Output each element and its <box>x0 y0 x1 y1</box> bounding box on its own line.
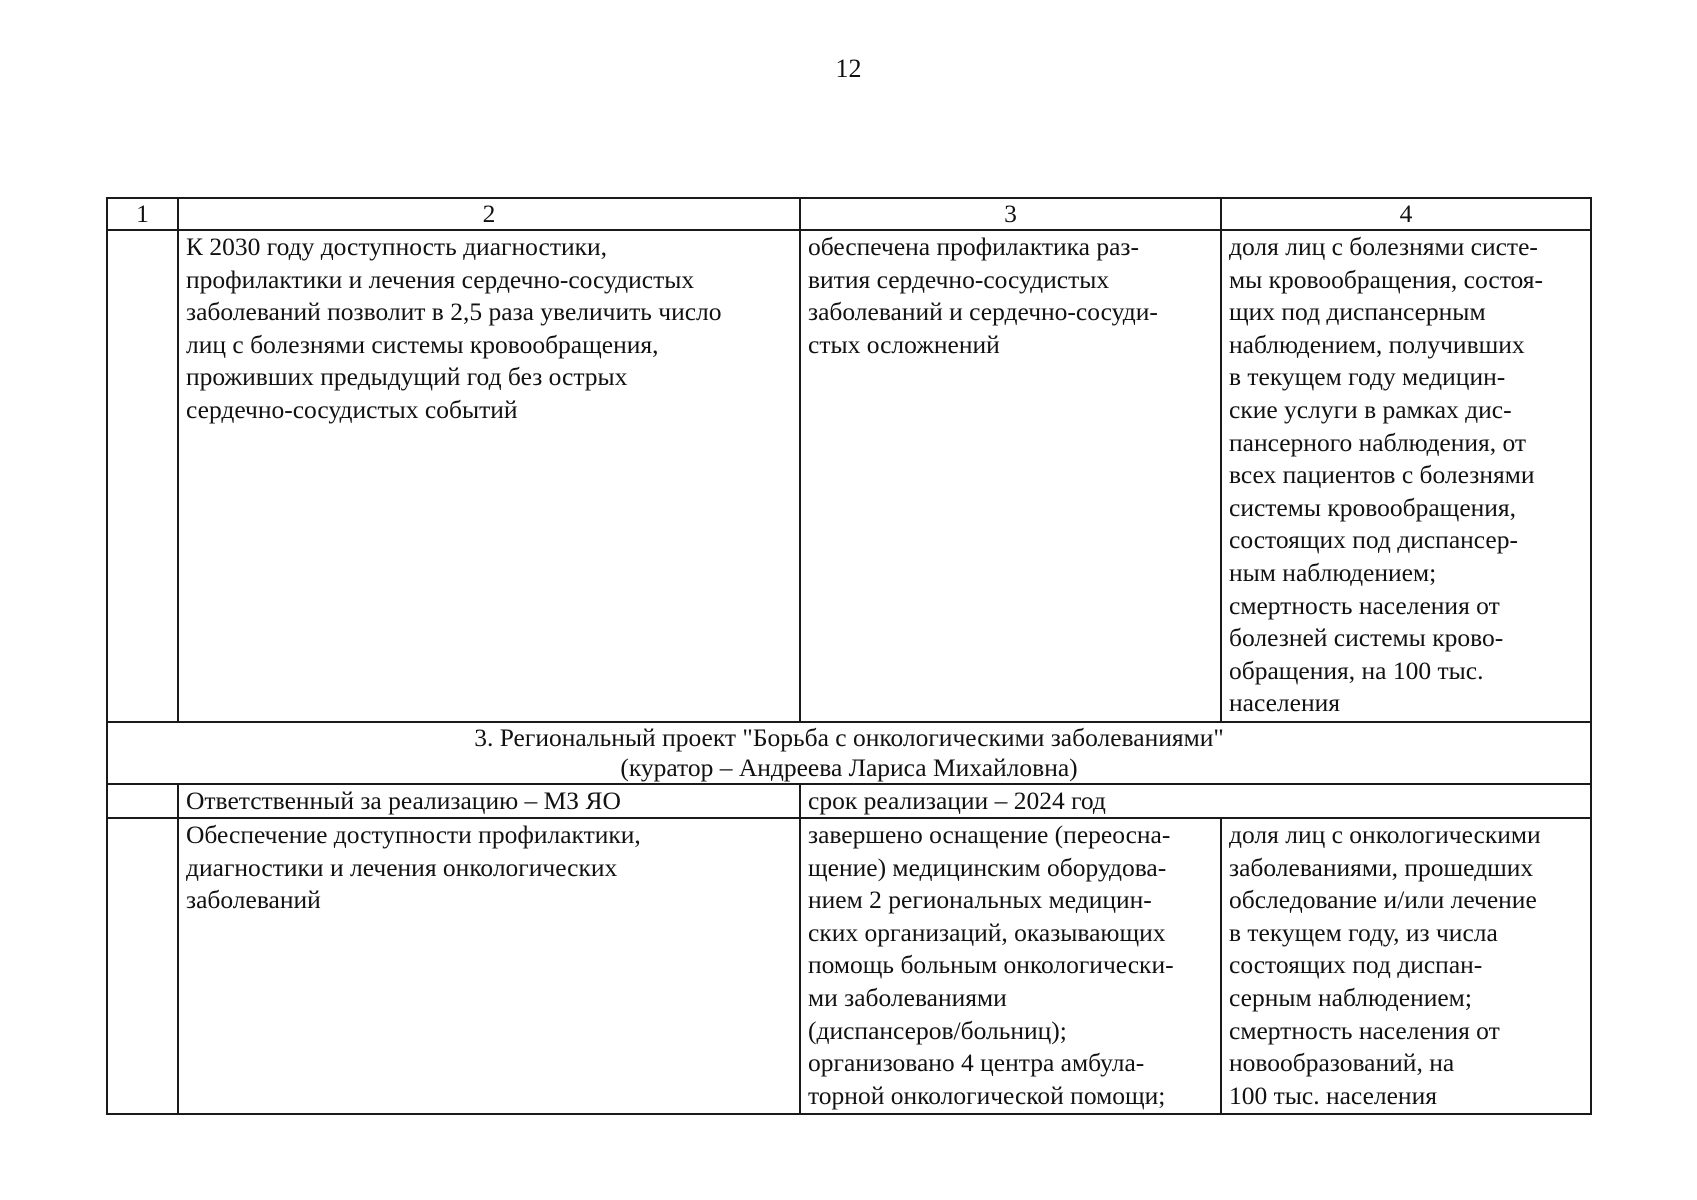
table-row-onco <box>107 818 1591 1114</box>
column-header-4: 4 <box>1221 198 1591 230</box>
section-title: 3. Региональный проект "Борьба с онкологическими заболеваниями" (куратор – Андреева Лариса Михайловна) <box>107 722 1591 784</box>
table-row-cardio <box>107 230 1591 722</box>
responsible-row <box>107 784 1591 818</box>
term-cell: срок реализации – 2024 год <box>800 784 1591 818</box>
goal-cell: Обеспечение доступности профилактики, диагностики и лечения онкологических заболеваний <box>178 818 800 1114</box>
responsible-cell: Ответственный за реализацию – МЗ ЯО <box>178 784 800 818</box>
result-cell: обеспечена профилактика раз- вития сердечно-сосудистых заболеваний и сердечно-сосуди- стых осложнений <box>800 230 1221 722</box>
section-heading-row <box>107 722 1591 784</box>
column-header-3: 3 <box>800 198 1221 230</box>
goal-cell: К 2030 году доступность диагностики, профилактики и лечения сердечно-сосудистых заболеваний позволит в 2,5 раза увеличить число лиц с болезнями системы кровообращения, проживших предыдущий год без острых сердечно-сосудистых событий <box>178 230 800 722</box>
row-number-cell <box>107 818 178 1114</box>
indicator-cell: доля лиц с онкологическими заболеваниями, прошедших обследование и/или лечение в текущем году, из числа состоящих под диспан- серным наблюдением; смертность населения от новообразований, на 100 тыс. населения <box>1221 818 1591 1114</box>
indicator-cell: доля лиц с болезнями систе- мы кровообращения, состоя- щих под диспансерным наблюдением, получивших в текущем году медицин- ские услуги в рамках дис- пансерного наблюдения, от всех пациентов с болезнями системы кровообращения, состоящих под диспансер- ным наблюдением; смертность населения от болезней системы крово- обращения, на 100 тыс. населения <box>1221 230 1591 722</box>
result-cell: завершено оснащение (переосна- щение) медицинским оборудова- нием 2 региональных медицин- ских организаций, оказывающих помощь больным онкологически- ми заболеваниями (диспансеров/больниц); организовано 4 центра амбула- торной онкологической помощи; <box>800 818 1221 1114</box>
table-header-row <box>107 198 1591 230</box>
column-header-2: 2 <box>178 198 800 230</box>
page-number: 12 <box>835 54 862 83</box>
row-number-cell <box>107 230 178 722</box>
row-number-cell <box>107 784 178 818</box>
column-header-1: 1 <box>107 198 178 230</box>
project-table <box>106 197 1592 1115</box>
